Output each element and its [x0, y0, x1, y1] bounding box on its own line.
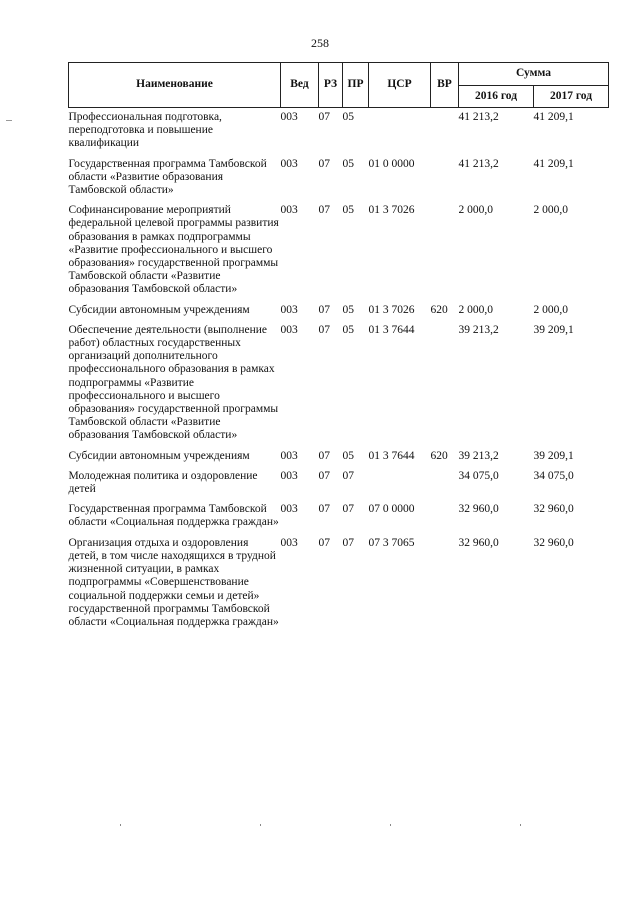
- row-rz: 07: [318, 111, 330, 123]
- row-rz: 07: [318, 204, 330, 217]
- row-sum-2016: 2 000,0: [458, 204, 493, 217]
- row-name: Организация отдыха и оздоровления детей, в том числе находящихся в трудной жизненной ситуации, в рамках подпрограммы «Совершенствование социальной поддержки семьи и детей» государственной программы Тамбовской области «Социальная поддержка граждан»: [68, 536, 279, 628]
- header-year-2017: 2017 год: [534, 86, 609, 108]
- header-name: Наименование: [69, 63, 281, 108]
- row-name: Субсидии автономным учреждениям: [68, 449, 250, 462]
- row-rz: 07: [318, 449, 330, 462]
- row-pr: 07: [342, 469, 354, 482]
- row-sum-2017: 41 209,1: [533, 157, 574, 170]
- row-sum-2017: 2 000,0: [533, 204, 568, 217]
- table-row: [69, 534, 609, 633]
- row-name: Государственная программа Тамбовской области «Социальная поддержка граждан»: [68, 503, 279, 529]
- row-csr: 07 3 7065: [368, 536, 415, 549]
- table-header: [69, 63, 609, 108]
- row-sum-2017: 34 075,0: [533, 469, 574, 482]
- row-ved: 003: [280, 449, 298, 462]
- row-csr: 01 3 7026: [368, 204, 415, 217]
- row-vr: 620: [430, 449, 448, 462]
- row-pr: 05: [342, 323, 354, 336]
- row-name: Государственная программа Тамбовской области «Развитие образования Тамбовской области»: [68, 157, 267, 197]
- row-ved: 003: [280, 323, 298, 336]
- row-sum-2016: 32 960,0: [458, 536, 499, 549]
- row-vr: [431, 467, 459, 500]
- row-sum-2016: 34 075,0: [458, 469, 499, 482]
- row-ved: 003: [280, 536, 298, 549]
- page-number: 258: [311, 36, 329, 50]
- row-sum-2016: 41 213,2: [458, 111, 499, 123]
- row-csr: 01 3 7644: [368, 449, 415, 462]
- row-ved: 003: [280, 157, 298, 170]
- header-summa: Сумма: [459, 63, 609, 86]
- row-ved: 003: [280, 204, 298, 217]
- row-name: Субсидии автономным учреждениям: [68, 303, 250, 316]
- table-row: [69, 447, 609, 467]
- row-rz: 07: [318, 157, 330, 170]
- row-pr: 05: [342, 157, 354, 170]
- header-vr: ВР: [431, 63, 459, 108]
- row-sum-2016: 41 213,2: [458, 157, 499, 170]
- scan-artifacts: [120, 824, 520, 825]
- table-row: [69, 467, 609, 500]
- table-row: [69, 155, 609, 202]
- row-csr: 07 0 0000: [368, 503, 415, 516]
- row-name: Молодежная политика и оздоровление детей: [68, 469, 258, 496]
- row-ved: 003: [280, 303, 298, 316]
- row-csr: 01 0 0000: [368, 157, 415, 170]
- row-csr: [369, 467, 431, 500]
- row-pr: 05: [342, 449, 354, 462]
- row-vr: [431, 500, 459, 533]
- row-ved: 003: [280, 503, 298, 516]
- row-csr: 01 3 7026: [368, 303, 415, 316]
- row-sum-2017: 39 209,1: [533, 323, 574, 336]
- row-vr: [431, 321, 459, 447]
- table-row: [69, 301, 609, 321]
- row-sum-2017: 41 209,1: [533, 111, 574, 123]
- row-rz: 07: [318, 503, 330, 516]
- budget-table: [68, 62, 609, 633]
- row-rz: 07: [318, 303, 330, 316]
- row-name: Софинансирование мероприятий федеральной целевой программы развития образования в рамках подпрограммы «Развитие профессионального и высшего образования» государственной программы Тамбовской области «Развитие образования Тамбовской области»: [68, 204, 279, 296]
- table-row: [69, 108, 609, 155]
- table-row: [69, 201, 609, 300]
- row-ved: 003: [280, 469, 298, 482]
- row-vr: [431, 155, 459, 202]
- row-csr: [369, 108, 431, 155]
- header-year-2016: 2016 год: [459, 86, 534, 108]
- row-sum-2016: 39 213,2: [458, 449, 499, 462]
- row-rz: 07: [318, 536, 330, 549]
- row-sum-2016: 2 000,0: [458, 303, 493, 316]
- row-sum-2017: 2 000,0: [533, 303, 568, 316]
- row-vr: [431, 201, 459, 300]
- row-name: Обеспечение деятельности (выполнение работ) областных государственных организаций дополнительного профессионального образования в рамках подпрограммы «Развитие профессионального и высшего образования» государственной программы Тамбовской области «Развитие образования Тамбовской области»: [68, 323, 279, 442]
- row-name: Профессиональная подготовка, переподготовка и повышение квалификации: [68, 111, 222, 150]
- row-vr: [431, 108, 459, 155]
- margin-mark: [6, 120, 12, 121]
- row-sum-2017: 39 209,1: [533, 449, 574, 462]
- row-pr: 07: [342, 503, 354, 516]
- row-vr: 620: [430, 303, 448, 316]
- header-pr: ПР: [343, 63, 369, 108]
- row-vr: [431, 534, 459, 633]
- row-sum-2017: 32 960,0: [533, 536, 574, 549]
- header-csr: ЦСР: [369, 63, 431, 108]
- table-body: [69, 108, 609, 634]
- row-rz: 07: [318, 469, 330, 482]
- table-row: [69, 321, 609, 447]
- header-ved: Вед: [281, 63, 319, 108]
- row-pr: 07: [342, 536, 354, 549]
- header-rz: РЗ: [319, 63, 343, 108]
- table-row: [69, 500, 609, 533]
- row-sum-2017: 32 960,0: [533, 503, 574, 516]
- row-ved: 003: [280, 111, 298, 123]
- row-pr: 05: [342, 204, 354, 217]
- row-csr: 01 3 7644: [368, 323, 415, 336]
- row-sum-2016: 32 960,0: [458, 503, 499, 516]
- row-pr: 05: [342, 111, 354, 123]
- row-pr: 05: [342, 303, 354, 316]
- row-sum-2016: 39 213,2: [458, 323, 499, 336]
- row-rz: 07: [318, 323, 330, 336]
